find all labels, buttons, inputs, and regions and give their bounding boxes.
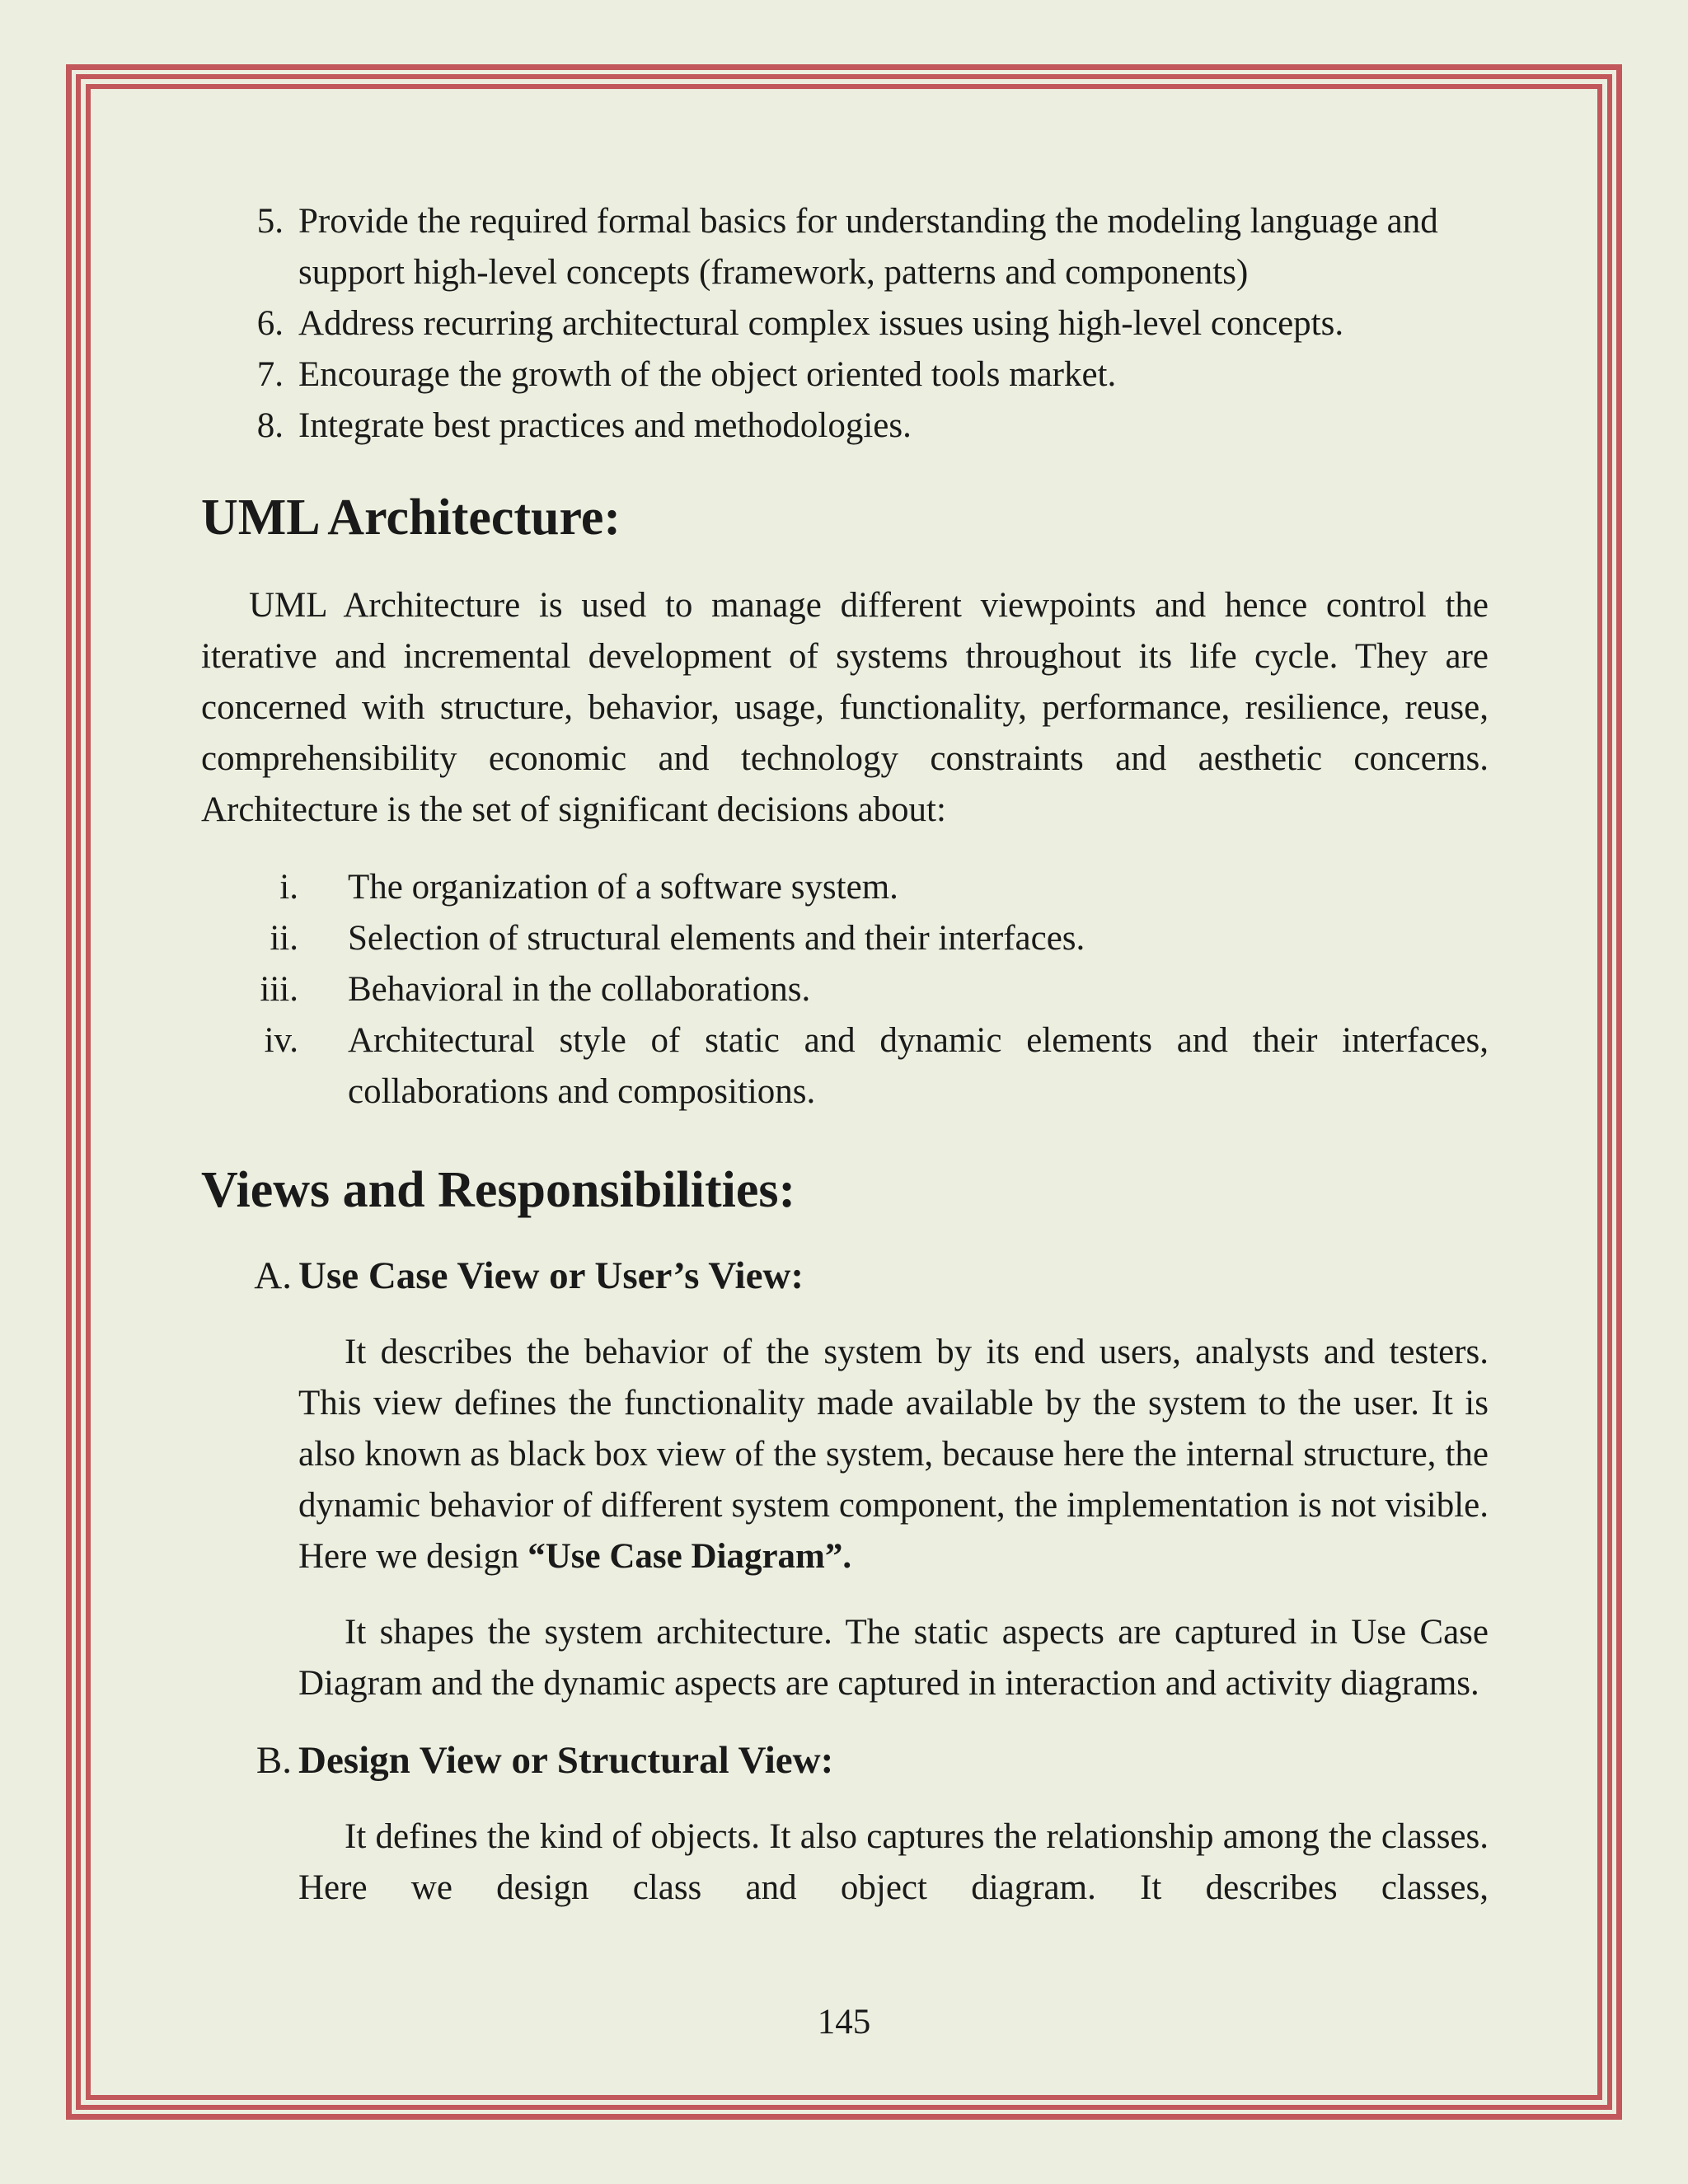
- list-item-text: Behavioral in the collaborations.: [348, 970, 811, 1009]
- list-item: [201, 1015, 1489, 1118]
- uml-architecture-paragraph: UML Architecture is used to manage different viewpoints and hence control the iterative and incremental development of systems throughout its life cycle. They are concerned with structure, behavior, usage, functionality, performance, resilience, reuse, comprehensibility economic and technology constraints and aesthetic concerns. Architecture is the set of significant decisions about:: [201, 586, 1489, 829]
- page-content: [201, 196, 1489, 1914]
- objectives-list: [201, 196, 1489, 452]
- section-a-paragraph-1-text: It describes the behavior of the system by its end users, analysts and testers. This view defines the functionality made available by the system to the user. It is also known as black box view of the system, because here the internal structure, the dynamic behavior of different system component, the implementation is not visible. Here we design: [298, 1333, 1489, 1576]
- list-marker: iv.: [264, 1021, 298, 1060]
- list-item-text: Encourage the growth of the object oriented tools market.: [298, 355, 1117, 394]
- list-item: [201, 196, 1489, 298]
- section-b-marker: B.: [256, 1739, 292, 1782]
- views-heading: Views and Responsibilities:: [201, 1162, 796, 1218]
- list-marker: i.: [279, 868, 298, 907]
- list-item-text: The organization of a software system.: [348, 868, 898, 907]
- list-item-text: Integrate best practices and methodologies.: [298, 406, 912, 445]
- section-b-heading: [201, 1734, 1489, 1787]
- section-a-marker: A.: [254, 1254, 292, 1297]
- section-a-title: Use Case View or User’s View:: [298, 1254, 804, 1297]
- list-item-text: Architectural style of static and dynamic elements and their interfaces, collaborations and compositions.: [348, 1021, 1489, 1111]
- architecture-decisions-list: [201, 862, 1489, 1118]
- page-number: 145: [817, 2003, 871, 2041]
- list-item: [201, 913, 1489, 964]
- list-item: [201, 401, 1489, 452]
- list-item: [201, 349, 1489, 401]
- list-item: [201, 862, 1489, 913]
- list-marker: iii.: [260, 970, 298, 1009]
- section-a-paragraph-2: It shapes the system architecture. The static aspects are captured in Use Case Diagram and the dynamic aspects are captured in interaction and activity diagrams.: [298, 1613, 1489, 1703]
- section-a-heading: [201, 1249, 1489, 1302]
- list-marker: 6.: [256, 304, 284, 343]
- list-item-text: Provide the required formal basics for understanding the modeling language and support high-level concepts (framework, patterns and components): [298, 202, 1438, 292]
- list-item-text: Address recurring architectural complex issues using high-level concepts.: [298, 304, 1344, 343]
- list-item: [201, 298, 1489, 349]
- section-b-paragraph-1: It defines the kind of objects. It also captures the relationship among the classes. Here we design class and object diagram. It describes classes,: [298, 1817, 1489, 1907]
- list-item: [201, 964, 1489, 1015]
- section-b-title: Design View or Structural View:: [298, 1739, 834, 1782]
- list-item-text: Selection of structural elements and their interfaces.: [348, 919, 1085, 958]
- list-marker: 5.: [256, 202, 284, 241]
- list-marker: 7.: [256, 355, 284, 394]
- uml-architecture-heading: UML Architecture:: [201, 490, 621, 546]
- list-marker: ii.: [270, 919, 298, 958]
- use-case-diagram-emphasis: “Use Case Diagram”.: [528, 1537, 852, 1576]
- list-marker: 8.: [256, 406, 284, 445]
- section-a-paragraph-1: [201, 1327, 1489, 1582]
